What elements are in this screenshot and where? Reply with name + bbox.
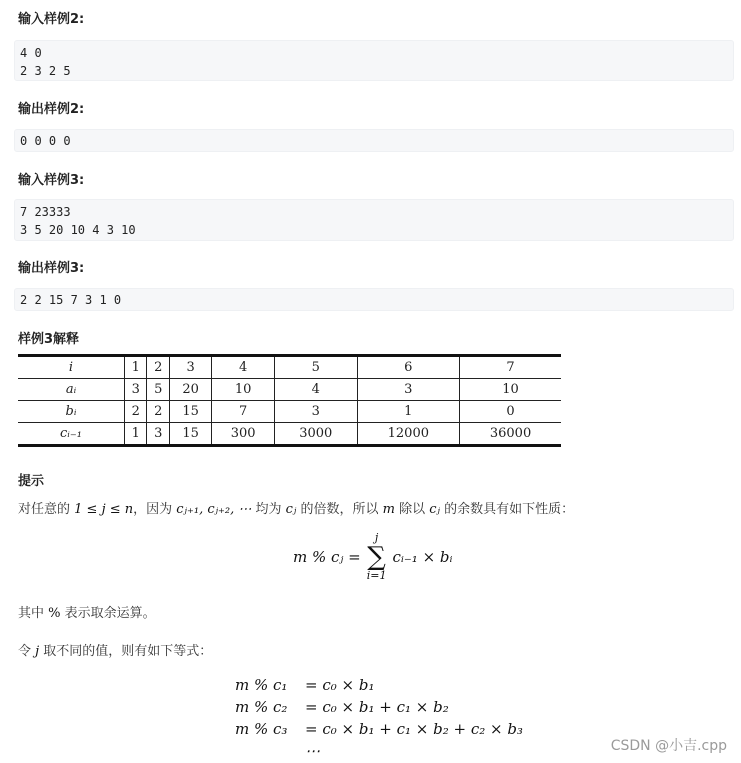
math: m — [382, 502, 395, 517]
equation-lhs — [235, 740, 305, 762]
math: % — [48, 606, 61, 621]
sum-operator — [367, 532, 387, 582]
heading-output-sample-2: 输出样例2: — [18, 102, 85, 117]
equation-rhs: = c₀ × b₁ + c₁ × b₂ + c₂ × b₃ — [305, 720, 523, 738]
math: j — [35, 644, 40, 659]
table-cell: 20 — [169, 379, 211, 401]
table-cell: 4 — [274, 379, 357, 401]
formula-rhs: cᵢ₋₁ × bᵢ — [392, 548, 453, 566]
table-cell: 1 — [357, 401, 460, 423]
equation-row — [235, 740, 523, 762]
line-equations-intro — [18, 640, 212, 659]
code-box-input-3: 7 23333 3 5 20 10 4 3 10 — [14, 199, 734, 241]
text: 对任意的 — [18, 502, 75, 517]
equation-row — [235, 696, 523, 718]
table-cell: 15 — [169, 401, 211, 423]
table-cell: 15 — [169, 423, 211, 446]
text: 均为 — [251, 502, 286, 517]
row-label: cᵢ₋₁ — [18, 423, 125, 446]
table-cell: 3 — [274, 401, 357, 423]
table-cell: 7 — [460, 356, 561, 379]
table-cell: 2 — [147, 356, 169, 379]
text: ，因为 — [133, 502, 177, 517]
code-box-output-2: 0 0 0 0 — [14, 129, 734, 152]
text: 其中 — [18, 606, 49, 621]
text: 的余数具有如下性质： — [439, 502, 575, 517]
watermark: CSDN @小吉.cpp — [610, 738, 727, 754]
equation-row — [235, 674, 523, 696]
table-cell: 12000 — [357, 423, 460, 446]
table-cell: 4 — [212, 356, 275, 379]
table-cell: 3 — [357, 379, 460, 401]
text: 表示取余运算。 — [60, 606, 156, 621]
equation-lhs: m % c₂ — [235, 698, 288, 716]
text: 令 — [18, 644, 36, 659]
heading-input-sample-3: 输入样例3: — [18, 173, 85, 188]
equation-lhs: m % c₃ — [235, 720, 288, 738]
table-cell: 0 — [460, 401, 561, 423]
explanation-table — [18, 354, 561, 447]
equation-lhs: m % c₁ — [235, 676, 288, 694]
row-label: bᵢ — [18, 401, 125, 423]
text: 的倍数，所以 — [296, 502, 383, 517]
math: cⱼ — [429, 502, 440, 517]
text: 取不同的值，则有如下等式： — [39, 644, 213, 659]
equation-rhs: = c₀ × b₁ — [305, 676, 375, 694]
table-row — [18, 401, 561, 423]
heading-sample-3-explanation: 样例3解释 — [18, 332, 80, 347]
math: 1 ≤ j ≤ n — [74, 502, 134, 517]
table-row — [18, 423, 561, 446]
equation-rhs: ⋯ — [305, 742, 320, 760]
sigma: ∑ — [367, 542, 386, 572]
table-cell: 2 — [147, 401, 169, 423]
equation-rhs: = c₀ × b₁ + c₁ × b₂ — [305, 698, 449, 716]
heading-hint: 提示 — [18, 474, 45, 489]
code-box-output-3: 2 2 15 7 3 1 0 — [14, 288, 734, 311]
table-cell: 10 — [212, 379, 275, 401]
row-label: i — [18, 356, 125, 379]
table-cell: 3000 — [274, 423, 357, 446]
equation-row — [235, 718, 523, 740]
table-cell: 10 — [460, 379, 561, 401]
sum-upper: j — [374, 531, 379, 544]
math: cⱼ — [285, 502, 297, 517]
table-cell: 6 — [357, 356, 460, 379]
sum-formula — [293, 532, 453, 582]
equations-block — [235, 674, 523, 762]
line-modulo-note — [18, 602, 156, 621]
text: 除以 — [394, 502, 430, 517]
table-cell: 1 — [125, 356, 147, 379]
row-label: aᵢ — [18, 379, 125, 401]
table-cell: 5 — [147, 379, 169, 401]
table-cell: 5 — [274, 356, 357, 379]
math: cⱼ₊₁, cⱼ₊₂, ⋯ — [176, 502, 252, 517]
table-cell: 7 — [212, 401, 275, 423]
table-cell: 3 — [125, 379, 147, 401]
table-row — [18, 356, 561, 379]
formula-lhs: m % cⱼ = — [293, 548, 361, 566]
table-cell: 36000 — [460, 423, 561, 446]
hint-line-1 — [18, 498, 574, 517]
table-cell: 3 — [147, 423, 169, 446]
code-box-input-2: 4 0 2 3 2 5 — [14, 40, 734, 81]
table-row — [18, 379, 561, 401]
table-cell: 2 — [125, 401, 147, 423]
sum-lower: i=1 — [366, 569, 387, 582]
heading-input-sample-2: 输入样例2: — [18, 12, 85, 27]
table-cell: 1 — [125, 423, 147, 446]
heading-output-sample-3: 输出样例3: — [18, 261, 85, 276]
table-cell: 300 — [212, 423, 275, 446]
table-cell: 3 — [169, 356, 211, 379]
